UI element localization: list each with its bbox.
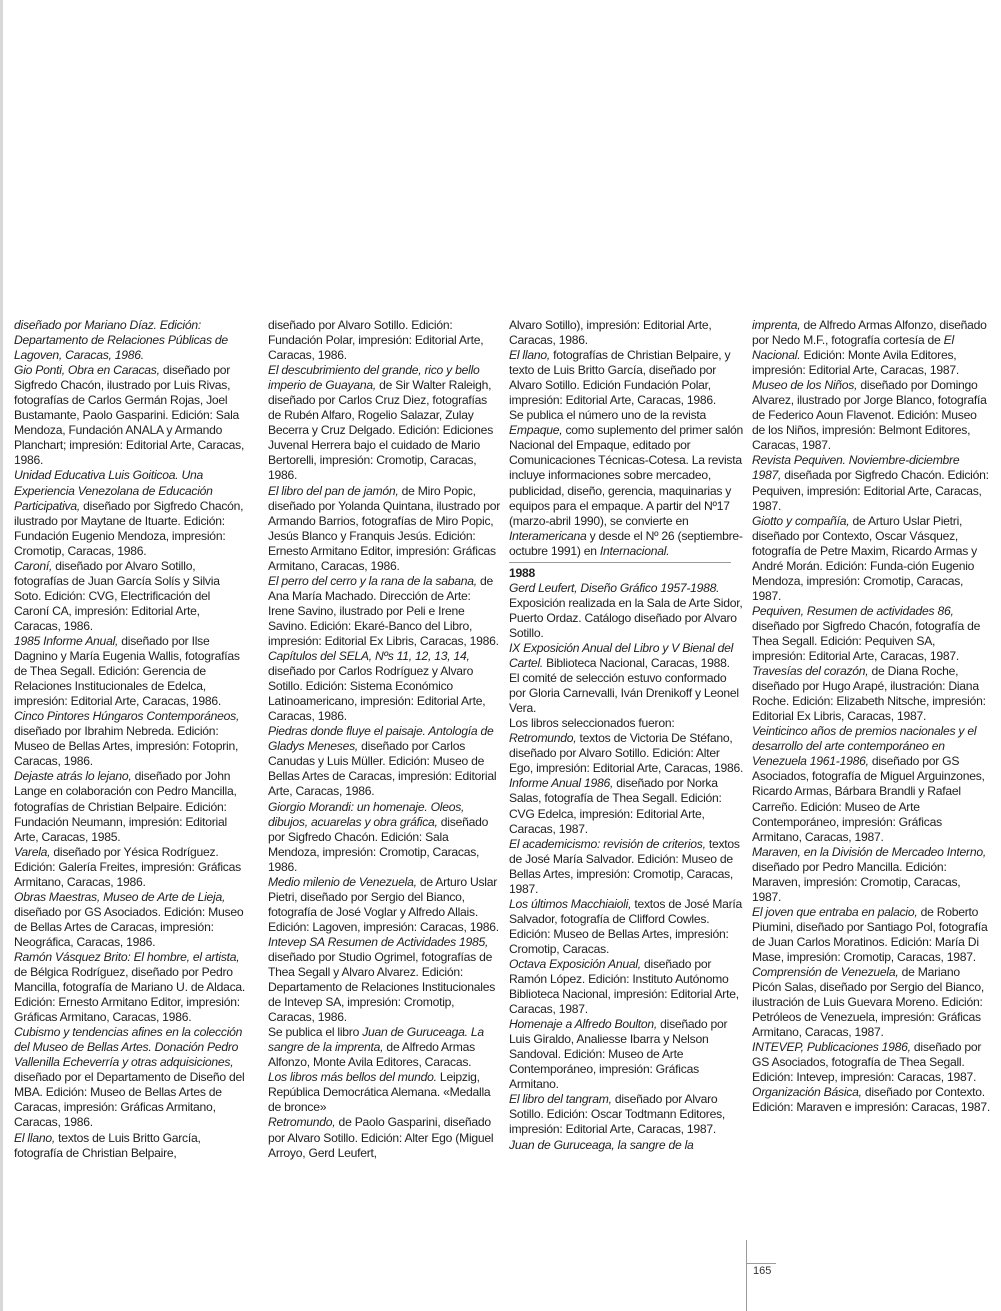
entry-title: Obras Maestras, Museo de Arte de Lieja,	[14, 889, 226, 904]
page-number: 165	[753, 1265, 772, 1277]
entry-title: El academicismo: revisión de criterios,	[509, 836, 706, 851]
entry	[509, 957, 745, 1017]
entry-text: de Ana María Machado. Dirección de Arte: Irene Savino, ilustrado por Peli e Irene Savino. Edición: Ekaré-Banco del Libro, impresión: Editorial Ex Libris, Caracas, 1986.	[268, 573, 499, 648]
entry	[268, 935, 500, 1025]
entry-title: Dejaste atrás lo lejano,	[14, 769, 132, 784]
entry-title: Homenaje a Alfredo Boulton,	[509, 1017, 658, 1032]
entry-title: Retromundo,	[268, 1115, 336, 1130]
entry-title: Revista Pequiven. Noviembre-diciembre 1987,	[752, 453, 960, 483]
entry	[509, 348, 745, 408]
entry	[752, 453, 990, 513]
entry-title: Juan de Guruceaga. La sangre de la imprenta,	[268, 1025, 484, 1055]
entry-text: Leipzig, República Democrática Alemana. «Medalla de bronce»	[268, 1070, 491, 1115]
entry-title: El libro del tangram,	[509, 1092, 612, 1107]
entry-title: El Nacional.	[752, 333, 954, 363]
entry-text: Se publica el libro	[268, 1025, 363, 1040]
entry	[14, 363, 246, 468]
entry-title: Capítulos del SELA, Nºs 11, 12, 13, 14,	[268, 649, 470, 664]
entry-text: diseñado por Luis Giraldo, Analiesse Ibarra y Nelson Sandoval. Edición: Museo de Arte Contemporáneo, impresión: Gráficas Armitano.	[509, 1017, 728, 1092]
entry-text: de Diana Roche, diseñado por Hugo Arapé, ilustración: Diana Roche. Edición: Elizabeth Nitsche, impresión: Editorial Ex Libris, Caracas, 1987.	[752, 664, 986, 724]
entry-text: diseñado por Pedro Mancilla. Edición: Maraven, impresión: Cromotip, Caracas, 1987.	[752, 859, 961, 904]
entry-text: de Alfredo Armas Alfonzo, Monte Avila Editores, Caracas.	[268, 1040, 475, 1070]
entry-text: Se publica el número uno de la revista	[509, 408, 707, 423]
entry-text: textos de Victoria De Stéfano, diseñado por Alvaro Sotillo. Edición: Alter Ego, impresión: Editorial Arte, Caracas, 1986.	[509, 731, 744, 776]
entry-title: Informe Anual 1986,	[509, 776, 614, 791]
entry-title: Ramón Vásquez Brito: El hombre, el artista,	[14, 949, 240, 964]
entry	[509, 1092, 745, 1137]
entry-text: diseñado por Carlos Canudas y Luis Müller. Edición: Museo de Bellas Artes de Caracas, impresión: Editorial Arte, Caracas, 1986.	[268, 739, 497, 799]
entry-title: Medio milenio de Venezuela,	[268, 874, 417, 889]
entry	[752, 1040, 990, 1085]
entry-text: diseñado por el Departamento de Diseño del MBA. Edición: Museo de Bellas Artes de Caracas, impresión: Gráficas Armitano, Caracas, 1986.	[14, 1070, 245, 1130]
entry-text: diseñado por Sigfredo Chacón, ilustrado por Luis Rivas, fotografías de Carlos Germán Rojas, Joel Bustamante, Paolo Gasparini. Edición: Sala Mendoza, Fundación ANALA y Armando Planchart; impresión: Editorial Arte, Caracas, 1986.	[14, 363, 245, 468]
entry	[14, 769, 246, 844]
entry-title: Travesías del corazón,	[752, 664, 869, 679]
entry-title: Organización Básica,	[752, 1085, 862, 1100]
column-4	[752, 318, 990, 1115]
year-heading: 1988	[509, 562, 731, 581]
entry-text: textos de Luis Britto García, fotografía de Christian Belpaire,	[14, 1130, 201, 1160]
entry	[509, 671, 745, 716]
entry-text: textos de José María Salvador, fotografía de Clifford Cowles. Edición: Museo de Bellas Artes, impresión: Cromotip, Caracas.	[509, 896, 743, 956]
entry	[752, 724, 990, 844]
entry	[752, 905, 990, 965]
entry-title: El llano,	[14, 1130, 55, 1145]
entry	[14, 634, 246, 709]
entry	[509, 776, 745, 836]
entry-text: diseñado por John Lange en colaboración con Pedro Mancilla, fotografías de Christian Belpaire. Edición: Fundación Neumann, impresión: Editorial Arte, Caracas, 1985.	[14, 769, 237, 844]
entry-text: Exposición realizada en la Sala de Arte Sidor, Puerto Ordaz. Catálogo diseñado por Alvaro Sotillo.	[509, 595, 743, 640]
entry-title: diseñado por Mariano Díaz. Edición: Departamento de Relaciones Públicas de Lagoven, Caracas, 1986.	[14, 318, 228, 363]
entry-title: Internacional.	[599, 543, 670, 558]
entry-text: diseñado por Alvaro Sotillo. Edición: Oscar Todtmann Editores, impresión: Editorial Arte, Caracas, 1987.	[509, 1092, 726, 1137]
entry-text: de Arturo Uslar Pietri, diseñado por Contexto, Oscar Vásquez, fotografía de Petre Maxim, Ricardo Armas y André Morán. Edición: Funda-ción Eugenio Mendoza, impresión: Cromotip, Caracas, 1987.	[752, 513, 977, 603]
entry	[752, 318, 990, 378]
column-3	[509, 318, 745, 1153]
entry-text: diseñado por Sigfredo Chacón, fotografía de Thea Segall. Edición: Pequiven SA, impresión: Editorial Arte, Caracas, 1987.	[752, 618, 981, 664]
entry	[509, 408, 745, 558]
entry-text: diseñado por Norka Salas, fotografía de Thea Segall. Edición: CVG Edelca, impresión: Editorial Arte, Caracas, 1987.	[509, 776, 722, 836]
entry	[268, 724, 500, 799]
entry-text: de Mariano Picón Salas, diseñado por Sergio del Bianco, ilustración de Luis Guevara Moreno. Edición: Petróleos de Venezuela, impresión: Gráficas Armitano, Caracas, 1987.	[752, 965, 984, 1040]
entry-text: textos de José María Salvador. Edición: Museo de Bellas Artes, impresión: Cromotip, Caracas, 1987.	[509, 836, 740, 896]
entry-title: INTEVEP, Publicaciones 1986,	[752, 1040, 911, 1055]
entry-title: El perro del cerro y la rana de la sabana,	[268, 573, 477, 588]
entry-title: Museo de los Niños,	[752, 378, 858, 393]
entry-text: diseñado por Alvaro Sotillo. Edición: Fundación Polar, impresión: Editorial Arte, Caracas, 1986.	[268, 318, 484, 363]
entry-title: Giorgio Morandi: un homenaje. Oleos, dibujos, acuarelas y obra gráfica,	[268, 799, 465, 829]
entry-text: de Bélgica Rodríguez, diseñado por Pedro Mancilla, fotografía de Mariano U. de Aldaca. Edición: Ernesto Armitano Editor, impresión: Gráficas Armitano, Caracas, 1986.	[14, 965, 246, 1025]
entry-text: diseñada por Sigfredo Chacón. Edición: Pequiven, impresión: Editorial Arte, Caracas, 1987.	[752, 468, 989, 513]
entry	[268, 484, 500, 574]
entry-title: 1985 Informe Anual,	[14, 633, 119, 648]
entry	[14, 1025, 246, 1130]
entry	[268, 363, 500, 483]
entry-title: Pequiven, Resumen de actividades 86,	[752, 603, 954, 618]
entry	[752, 514, 990, 604]
entry-text: de Sir Walter Raleigh, diseñado por Carlos Cruz Diez, fotografías de Rubén Alfaro, Rogelio Salazar, Zulay Becerra y Cruz Delgado. Edición: Ediciones Juvenal Herrera bajo el cuidado de Mario Bertorelli, impresión: Cromotip, Caracas, 1986.	[268, 378, 494, 483]
page-edge	[0, 0, 3, 1311]
entry-text: de Paolo Gasparini, diseñado por Alvaro Sotillo. Edición: Alter Ego (Miguel Arroyo, Gerd Leufert,	[268, 1115, 494, 1160]
entry	[268, 1025, 500, 1070]
entry	[509, 1017, 745, 1092]
entry-title: Gerd Leufert, Diseño Gráfico 1957-1988.	[509, 580, 720, 595]
entry-title: El descubrimiento del grande, rico y bello imperio de Guayana,	[268, 363, 480, 393]
entry-title: Cinco Pintores Húngaros Contemporáneos,	[14, 709, 240, 724]
entry	[14, 559, 246, 634]
entry	[509, 716, 745, 731]
entry-text: Biblioteca Nacional, Caracas, 1988.	[543, 656, 730, 671]
entry	[268, 1115, 500, 1160]
entry	[752, 604, 990, 664]
entry-text: diseñado por Contexto. Edición: Maraven e impresión: Caracas, 1987.	[752, 1085, 991, 1115]
entry-text: diseñado por GS Asociados, fotografía de Thea Segall. Edición: Intevep, impresión: Caracas, 1987.	[752, 1040, 982, 1085]
entry-text: diseñado por Ilse Dagnino y María Eugenia Wallis, fotografías de Thea Segall. Edición: Gerencia de Relaciones Institucionales de Edelca, impresión: Editorial Arte, Caracas, 1986.	[14, 633, 240, 709]
entry-text: de Alfredo Armas Alfonzo, diseñado por Nedo M.F., fotografía cortesía de	[752, 318, 987, 348]
column-1	[14, 318, 246, 1161]
entry	[509, 731, 745, 776]
entry-text: diseñado por Domingo Alvarez, ilustrado por Jorge Blanco, fotografía de Federico Aoun Flavenot. Edición: Museo de los Niños, impresión: Belmont Editores, Caracas, 1987.	[752, 378, 987, 453]
entry	[509, 581, 745, 641]
entry-title: Piedras donde fluye el paisaje. Antología de Gladys Meneses,	[268, 724, 494, 754]
entry-text: diseñado por Sigfredo Chacón, ilustrado por Maytane de Ituarte. Edición: Fundación Eugenio Mendoza, impresión: Cromotip, Caracas, 1986.	[14, 498, 244, 558]
entry-text: Alvaro Sotillo), impresión: Editorial Arte, Caracas, 1986.	[509, 318, 712, 348]
entry-text: de Arturo Uslar Pietri, diseñado por Sergio del Bianco, fotografía de José Voglar y Alfredo Allais. Edición: Lagoven, impresión: Caracas, 1986.	[268, 874, 499, 934]
entry-text: diseñado por Carlos Rodríguez y Alvaro Sotillo. Edición: Sistema Económico Latinoamericano, impresión: Editorial Arte, Caracas, 1986.	[268, 664, 486, 724]
entry	[752, 664, 990, 724]
folio-rule	[746, 1263, 776, 1264]
entry-text: diseñado por Yésica Rodríguez. Edición: Galería Freites, impresión: Gráficas Armitano, Caracas, 1986.	[14, 844, 241, 889]
column-3-top	[509, 318, 745, 559]
entry-text: diseñado por Ibrahim Nebreda. Edición: Museo de Bellas Artes, impresión: Fotoprin, Caracas, 1986.	[14, 724, 239, 769]
entry-title: Intevep SA Resumen de Actividades 1985,	[268, 934, 489, 949]
entry-text: diseñado por Studio Ogrimel, fotografías de Thea Segall y Alvaro Alvarez. Edición: Departamento de Relaciones Institucionales de Intevep SA, impresión: Cromotip, Caracas, 1986.	[268, 949, 496, 1025]
entry	[509, 897, 745, 957]
entry-title: El llano,	[509, 348, 550, 363]
entry	[14, 845, 246, 890]
entry-text: El comité de selección estuvo conformado por Gloria Carnevalli, Iván Drenikoff y Leonel Vera.	[509, 671, 739, 716]
entry	[509, 318, 745, 348]
entry-text: Edición: Monte Avila Editores, impresión: Editorial Arte, Caracas, 1987.	[752, 348, 960, 378]
entry-title: Varela,	[14, 844, 51, 859]
entry-title: Giotto y compañía,	[752, 513, 850, 528]
entry	[752, 1085, 990, 1115]
entry-text: diseñado por Ramón López. Edición: Instituto Autónomo Biblioteca Nacional, impresión: Editorial Arte, Caracas, 1987.	[509, 956, 739, 1017]
entry-title: Empaque,	[509, 423, 563, 438]
entry-title: El joven que entraba en palacio,	[752, 904, 918, 919]
entry	[14, 950, 246, 1025]
entry-title: Caroní,	[14, 558, 53, 573]
entry	[268, 1070, 500, 1115]
entry-text: de Miro Popic, diseñado por Yolanda Quintana, ilustrado por Armando Barrios, fotografías de Miro Popic, Jesús Blanco y Franquis Jesús. Edición: Ernesto Armitano Editor, impresión: Gráficas Armitano, Caracas, 1986.	[268, 483, 500, 573]
entry-title: Interamericana	[509, 528, 587, 543]
entry-title: Gio Ponti, Obra en Caracas,	[14, 363, 160, 378]
entry	[509, 1138, 745, 1153]
entry	[509, 837, 745, 897]
entry-title: Maraven, en la División de Mercadeo Interno,	[752, 844, 986, 859]
entry-title: Retromundo,	[509, 731, 577, 746]
entry-title: El libro del pan de jamón,	[268, 483, 399, 498]
entry-text: diseñado por GS Asociados. Edición: Museo de Bellas Artes de Caracas, impresión: Neográfica, Caracas, 1986.	[14, 904, 244, 949]
entry-title: Unidad Educativa Luis Goiticoa. Una Experiencia Venezolana de Educación Participativa,	[14, 468, 213, 513]
entry-title: Cubismo y tendencias afines en la colección del Museo de Bellas Artes. Donación Pedro Vallenilla Echeverría y otras adquisiciones,	[14, 1025, 243, 1070]
entry-text: como suplemento del primer salón Nacional del Empaque, editado por Comunicaciones Técnicas-Cotesa. La revista incluye informaciones sobre mercadeo, publicidad, diseño, gerencia, maquinarias y equipos para el empaque. A partir del Nº17 (marzo-abril 1990), se convierte en	[509, 423, 744, 528]
entry-title: Juan de Guruceaga, la sangre de la	[509, 1137, 694, 1152]
entry-text: de Roberto Piumini, diseñado por Santiago Pol, fotografía de Juan Carlos Moratinos. Edición: María Di Mase, impresión: Cromotip, Caracas, 1987.	[752, 904, 988, 964]
entry-text: Los libros seleccionados fueron:	[509, 716, 675, 731]
entry	[268, 318, 500, 363]
folio-vertical-rule	[746, 1240, 747, 1311]
entry-text: fotografías de Christian Belpaire, y texto de Luis Britto García, diseñado por Alvaro Sotillo. Edición Fundación Polar, impresión: Editorial Arte, Caracas, 1986.	[509, 348, 731, 408]
entry	[14, 318, 246, 363]
entry	[268, 649, 500, 724]
column-2	[268, 318, 500, 1161]
entry-text: diseñado por Alvaro Sotillo, fotografías de Juan García Solís y Silvia Soto. Edición: CVG, Electrificación del Caroní CA, impresión: Editorial Arte, Caracas, 1986.	[14, 558, 220, 633]
entry-title: Comprensión de Venezuela,	[752, 965, 899, 980]
entry	[14, 1131, 246, 1161]
entry	[14, 890, 246, 950]
entry-text: diseñado por GS Asociados, fotografía de Miguel Arguinzones, Ricardo Armas, Bárbara Brandli y Rafael Carreño. Edición: Museo de Arte Contemporáneo, impresión: Gráficas Armitano, Caracas, 1987.	[752, 754, 985, 844]
entry	[14, 468, 246, 558]
entry-text: y desde el Nº 26 (septiembre-octubre 1991) en	[509, 528, 743, 558]
entry	[268, 875, 500, 935]
entry-title: IX Exposición Anual del Libro y V Bienal del Cartel.	[509, 640, 734, 671]
entry-title: Los libros más bellos del mundo.	[268, 1070, 437, 1085]
entry	[752, 845, 990, 905]
entry-title: Los últimos Macchiaioli,	[509, 896, 632, 911]
entry	[14, 709, 246, 769]
entry-title: Veinticinco años de premios nacionales y el desarrollo del arte contemporáneo en Venezuela 1961-1986,	[752, 724, 977, 769]
entry	[268, 574, 500, 649]
entry-title: Octava Exposición Anual,	[509, 956, 641, 971]
entry	[268, 800, 500, 875]
entry	[752, 965, 990, 1040]
entry-title: imprenta,	[752, 318, 801, 332]
entry	[509, 641, 745, 671]
entry-text: diseñado por Sigfredo Chacón. Edición: Sala Mendoza, impresión: Cromotip, Caracas, 1986.	[268, 814, 489, 874]
column-3-bottom	[509, 581, 745, 1153]
entry	[752, 378, 990, 453]
